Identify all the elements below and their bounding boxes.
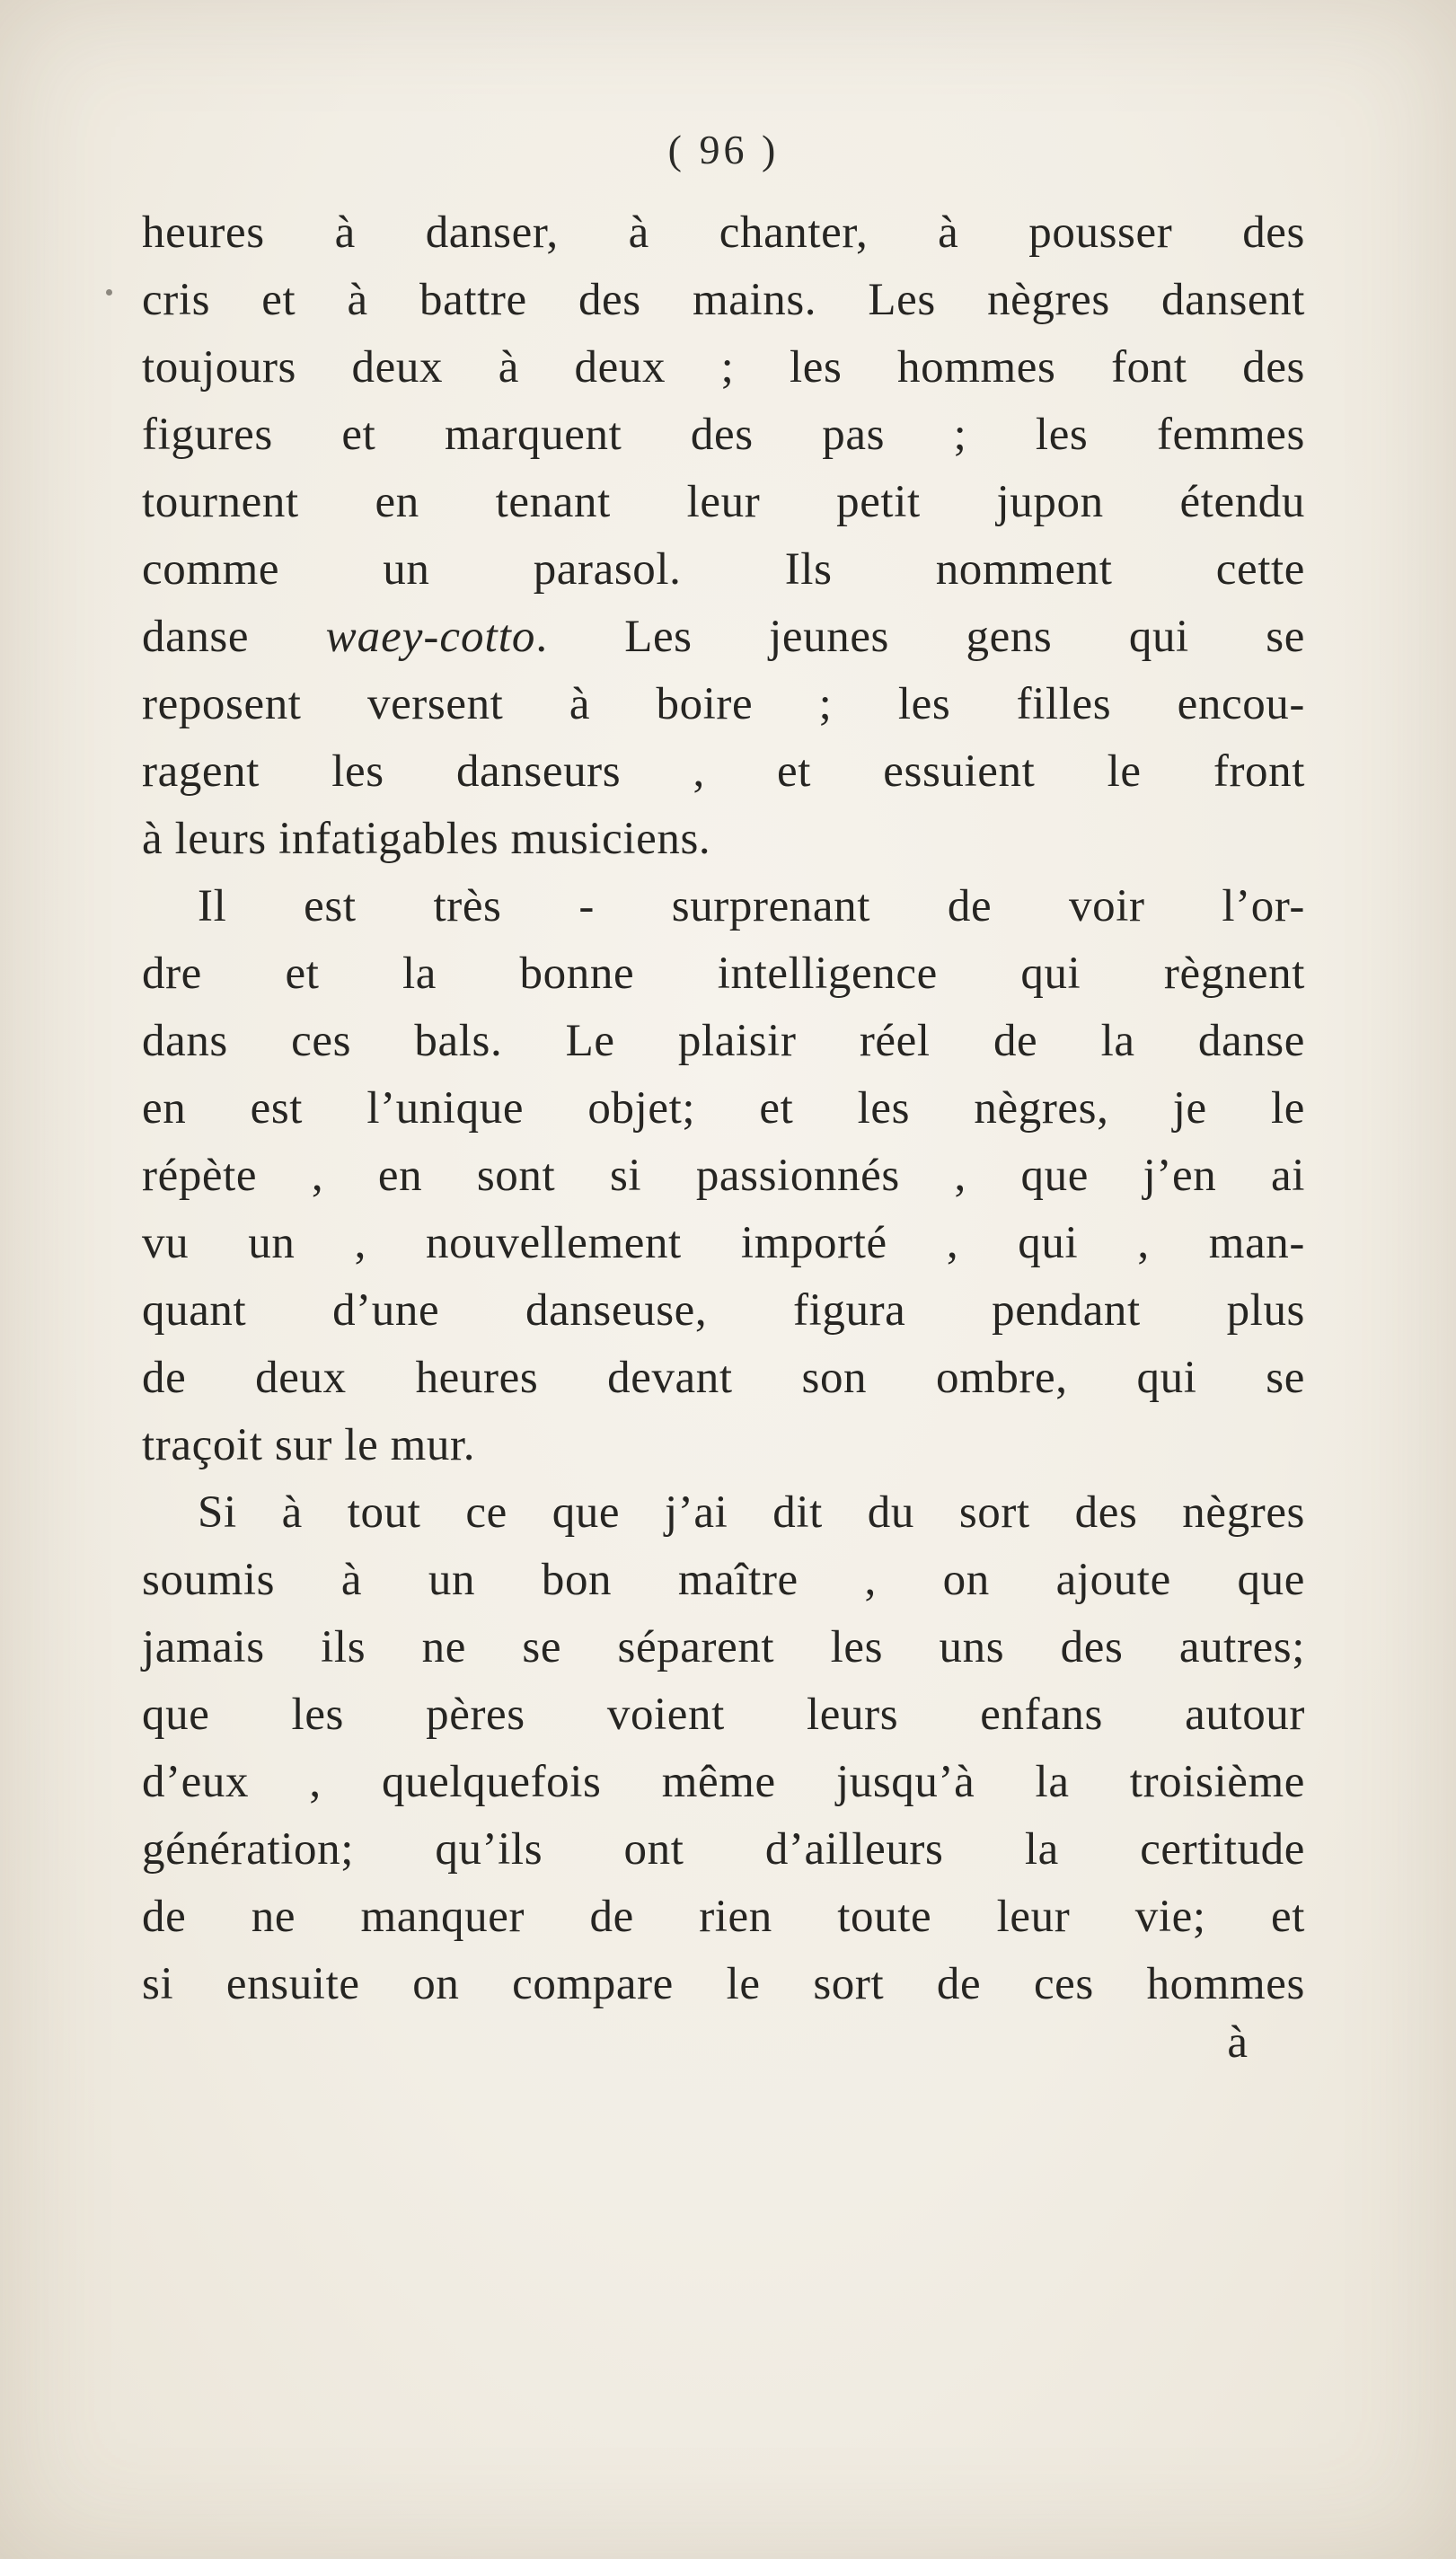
text-line: reposent versent à boire ; les filles encou-	[142, 679, 1305, 729]
text-line: génération; qu’ils ont d’ailleurs la certitude	[142, 1824, 1305, 1875]
text-line: de deux heures devant son ombre, qui se	[142, 1353, 1305, 1403]
text-line: toujours deux à deux ; les hommes font des	[142, 342, 1305, 393]
dance-name-italic: waey-cotto	[325, 612, 536, 662]
text-line: répète , en sont si passionnés , que j’en ai	[142, 1151, 1305, 1201]
text-line: à leurs infatigables musiciens.	[142, 814, 711, 864]
text-line: comme un parasol. Ils nomment cette	[142, 544, 1305, 595]
text-segment: danse	[142, 612, 326, 662]
catchword: à	[1227, 2017, 1248, 2068]
text-line: Il est très - surprenant de voir l’or-	[198, 881, 1305, 931]
text-line: figures et marquent des pas ; les femmes	[142, 410, 1305, 460]
text-line: ragent les danseurs , et essuient le front	[142, 746, 1305, 797]
text-line: quant d’une danseuse, figura pendant plus	[142, 1285, 1305, 1336]
text-segment: . Les jeunes gens qui se	[535, 612, 1305, 662]
ink-speck	[106, 289, 112, 296]
text-line: de ne manquer de rien toute leur vie; et	[142, 1892, 1305, 1942]
text-line: d’eux , quelquefois même jusqu’à la troisième	[142, 1757, 1305, 1807]
text-line: cris et à battre des mains. Les nègres dansent	[142, 275, 1305, 325]
text-line: Si à tout ce que j’ai dit du sort des nègres	[198, 1487, 1305, 1538]
text-line: que les pères voient leurs enfans autour	[142, 1690, 1305, 1740]
text-line: tournent en tenant leur petit jupon étendu	[142, 477, 1305, 527]
text-line: si ensuite on compare le sort de ces hommes	[142, 1959, 1305, 2009]
text-line: en est l’unique objet; et les nègres, je le	[142, 1083, 1305, 1134]
text-line: dans ces bals. Le plaisir réel de la danse	[142, 1016, 1305, 1066]
text-line: vu un , nouvellement importé , qui , man-	[142, 1218, 1305, 1268]
text-line: soumis à un bon maître , on ajoute que	[142, 1555, 1305, 1605]
text-line	[142, 604, 1305, 671]
text-line: heures à danser, à chanter, à pousser des	[142, 207, 1305, 258]
text-line: traçoit sur le mur.	[142, 1420, 476, 1470]
body-text	[142, 199, 1305, 2018]
text-line: jamais ils ne se séparent les uns des autres;	[142, 1622, 1305, 1672]
page-number: ( 96 )	[667, 127, 780, 172]
text-line: dre et la bonne intelligence qui règnent	[142, 949, 1305, 999]
